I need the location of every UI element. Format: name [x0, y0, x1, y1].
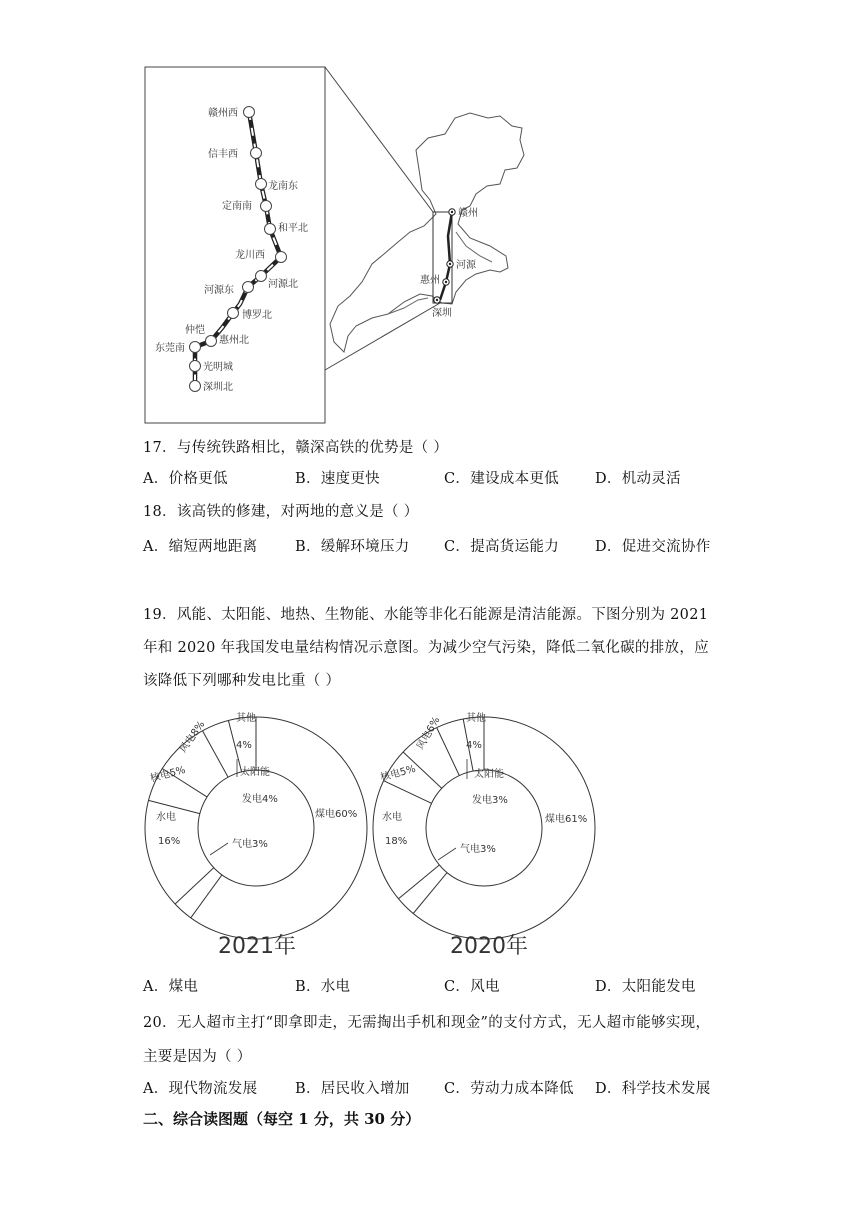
- option-18-a[interactable]: A．缩短两地距离: [143, 539, 258, 555]
- question-20-line-2: 主要是因为（ ）: [143, 1049, 252, 1065]
- station-markers: [190, 107, 287, 392]
- slice-label-solar-pct: 发电3%: [472, 795, 508, 806]
- region-outline: [330, 113, 524, 352]
- section-title: 二、综合读图题（每空 1 分，共 30 分）: [143, 1110, 421, 1128]
- slice-label-coal: 煤电61%: [545, 814, 588, 825]
- station-marker: [190, 361, 201, 372]
- slice-label-solar: 太阳能: [240, 767, 270, 778]
- station-marker: [256, 179, 267, 190]
- option-19-c[interactable]: C．风电: [444, 979, 500, 995]
- station-label: 龙南东: [268, 181, 298, 192]
- slice-boundary: [399, 865, 440, 899]
- station-label: 信丰西: [208, 149, 238, 160]
- slice-label-hydro: 水电: [382, 812, 402, 823]
- city-label: 赣州: [458, 208, 478, 219]
- slice-label-solar: 太阳能: [474, 769, 504, 780]
- station-marker: [243, 282, 254, 293]
- power-structure-charts: [0, 695, 860, 965]
- slice-label-hydro-pct: 16%: [158, 836, 181, 847]
- option-20-b[interactable]: B．居民收入增加: [295, 1081, 410, 1097]
- slice-boundary: [203, 731, 229, 778]
- slice-label-hydro: 水电: [156, 812, 176, 823]
- option-17-d[interactable]: D．机动灵活: [595, 471, 681, 487]
- option-20-d[interactable]: D．科学技术发展: [595, 1081, 711, 1097]
- station-label: 惠州北: [219, 335, 249, 346]
- slice-boundary: [175, 868, 214, 904]
- station-label: 河源北: [268, 279, 298, 290]
- inset-box: [145, 67, 325, 423]
- option-17-c[interactable]: C．建设成本更低: [444, 471, 559, 487]
- slice-label-other: 其他: [236, 713, 256, 724]
- option-18-d[interactable]: D．促进交流协作: [595, 539, 711, 555]
- question-19-line-2: 年和 2020 年我国发电量结构情况示意图。为减少空气污染，降低二氧化碳的排放，应: [143, 640, 709, 656]
- connector-line-top: [325, 67, 433, 212]
- slice-label-gas: 气电3%: [232, 839, 268, 850]
- station-label: 定南南: [222, 201, 252, 212]
- station-label: 光明城: [203, 362, 233, 373]
- regional-route: [440, 212, 452, 300]
- slice-label-gas: 气电3%: [460, 844, 496, 855]
- slice-label-wind: 风电6%: [415, 715, 443, 752]
- station-label: 赣州西: [208, 108, 238, 119]
- station-marker: [251, 148, 262, 159]
- station-label: 深圳北: [203, 382, 233, 393]
- station-marker: [206, 336, 217, 347]
- question-19-line-1: 19．风能、太阳能、地热、生物能、水能等非化石能源是清洁能源。下图分别为 2021: [143, 607, 709, 623]
- question-19-line-3: 该降低下列哪种发电比重（ ）: [143, 673, 341, 689]
- station-marker: [276, 252, 287, 263]
- question-18: 18．该高铁的修建，对两地的意义是（ ）: [143, 504, 419, 520]
- pie-chart-2020: [373, 711, 595, 959]
- slice-boundary: [384, 781, 432, 804]
- option-19-b[interactable]: B．水电: [295, 979, 351, 995]
- railway-map-figure: [0, 0, 860, 430]
- slice-label-nuclear: 核电5%: [149, 764, 187, 785]
- station-label: 东莞南: [155, 343, 185, 354]
- slice-boundary: [191, 875, 222, 918]
- city-label: 深圳: [432, 308, 452, 319]
- station-label: 和平北: [278, 223, 308, 234]
- station-marker: [190, 342, 201, 353]
- station-label: 博罗北: [242, 310, 272, 321]
- option-19-d[interactable]: D．太阳能发电: [595, 979, 696, 995]
- slice-label-nuclear: 核电5%: [379, 763, 417, 784]
- chart-title-2020: 2020年: [450, 934, 528, 959]
- slice-label-hydro-pct: 18%: [385, 836, 408, 847]
- station-marker: [228, 308, 239, 319]
- slice-boundary: [413, 873, 447, 914]
- region-inner-line-2: [456, 232, 492, 262]
- option-18-b[interactable]: B．缓解环境压力: [295, 539, 410, 555]
- slice-label-other: 其他: [466, 713, 486, 724]
- station-marker: [244, 107, 255, 118]
- station-label: 河源东: [204, 285, 234, 296]
- slice-label-coal: 煤电60%: [315, 809, 358, 820]
- option-20-c[interactable]: C．劳动力成本降低: [444, 1081, 574, 1097]
- station-marker: [190, 381, 201, 392]
- station-label: 仲恺: [185, 325, 205, 336]
- option-18-c[interactable]: C．提高货运能力: [444, 539, 559, 555]
- city-label: 河源: [456, 260, 476, 271]
- option-20-a[interactable]: A．现代物流发展: [143, 1081, 258, 1097]
- slice-label-other-pct: 4%: [236, 740, 252, 751]
- slice-label-wind: 风电8%: [177, 719, 208, 755]
- city-label: 惠州: [420, 275, 440, 286]
- slice-boundary: [437, 728, 460, 776]
- option-17-a[interactable]: A．价格更低: [143, 471, 228, 487]
- option-17-b[interactable]: B．速度更快: [295, 471, 380, 487]
- connector-line-bottom: [325, 303, 440, 370]
- station-marker: [265, 224, 276, 235]
- question-20-line-1: 20．无人超市主打“即拿即走，无需掏出手机和现金”的支付方式，无人超市能够实现，: [143, 1015, 711, 1031]
- station-label: 龙川西: [235, 250, 265, 261]
- slice-label-other-pct: 4%: [466, 740, 482, 751]
- chart-title-2021: 2021年: [218, 934, 296, 959]
- question-17: 17．与传统铁路相比，赣深高铁的优势是（ ）: [143, 440, 449, 456]
- station-marker: [261, 201, 272, 212]
- option-19-a[interactable]: A．煤电: [143, 979, 199, 995]
- pie-chart-2021: [145, 711, 367, 959]
- slice-label-solar-pct: 发电4%: [242, 794, 278, 805]
- station-marker: [256, 271, 267, 282]
